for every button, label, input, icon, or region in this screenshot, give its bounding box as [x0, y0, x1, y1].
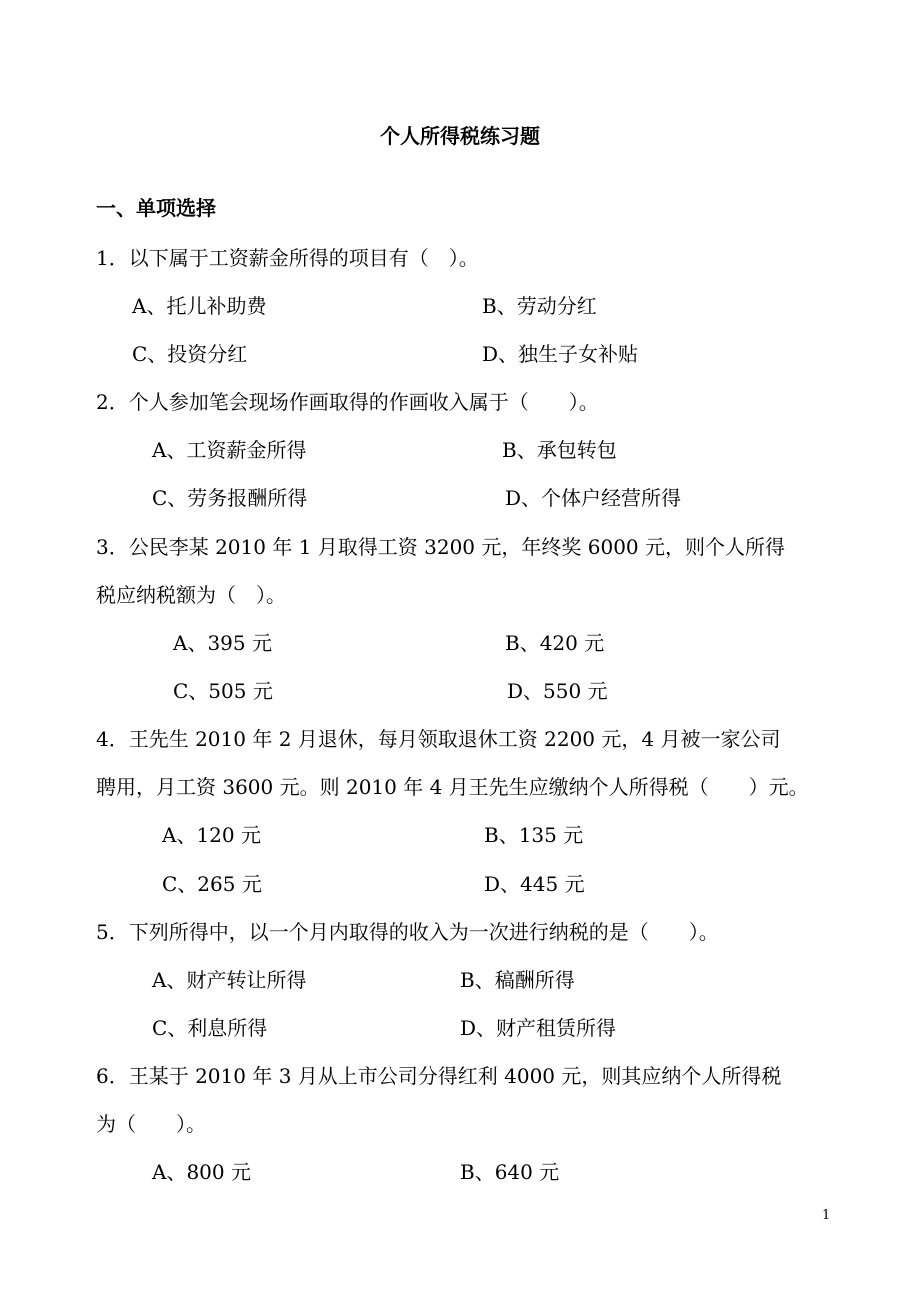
question-2-option-a: A、工资薪金所得	[152, 438, 307, 462]
question-5-option-a: A、财产转让所得	[152, 968, 307, 992]
question-2-option-c: C、劳务报酬所得	[152, 486, 308, 510]
question-6-option-a: A、800 元	[152, 1160, 251, 1184]
question-1-option-a: A、托儿补助费	[132, 294, 267, 318]
document-title: 个人所得税练习题	[380, 124, 540, 148]
question-6-text-line-1: 6．王某于 2010 年 3 月从上市公司分得红利 4000 元，则其应纳个人所得税	[96, 1064, 782, 1088]
question-1-text: 1．以下属于工资薪金所得的项目有（ ）。	[96, 246, 479, 270]
question-3-text-line-1: 3．公民李某 2010 年 1 月取得工资 3200 元，年终奖 6000 元，则个人所得	[96, 535, 786, 559]
question-2-option-d: D、个体户经营所得	[505, 486, 682, 510]
question-5-option-b: B、稿酬所得	[460, 968, 575, 992]
question-3-option-c: C、505 元	[173, 679, 273, 703]
question-5-option-d: D、财产租赁所得	[460, 1016, 617, 1040]
question-1-option-c: C、投资分红	[132, 342, 248, 366]
question-4-option-a: A、120 元	[162, 823, 261, 847]
question-3-text-line-2: 税应纳税额为（ ）。	[96, 583, 286, 607]
question-3-option-d: D、550 元	[507, 679, 608, 703]
page-number: 1	[822, 1208, 831, 1223]
question-2-option-b: B、承包转包	[502, 438, 617, 462]
question-5-text: 5．下列所得中，以一个月内取得的收入为一次进行纳税的是（ ）。	[96, 920, 719, 944]
question-3-option-b: B、420 元	[505, 631, 605, 655]
question-4-text-line-2: 聘用，月工资 3600 元。则 2010 年 4 月王先生应缴纳个人所得税（ ）元。	[96, 775, 809, 799]
question-6-option-b: B、640 元	[460, 1160, 560, 1184]
question-3-option-a: A、395 元	[173, 631, 272, 655]
question-4-option-d: D、445 元	[484, 872, 585, 896]
question-4-text-line-1: 4．王先生 2010 年 2 月退休，每月领取退休工资 2200 元，4 月被一家公司	[96, 727, 781, 751]
question-4-option-b: B、135 元	[484, 823, 584, 847]
question-2-text: 2．个人参加笔会现场作画取得的作画收入属于（ ）。	[96, 390, 599, 414]
section-heading: 一、单项选择	[96, 196, 216, 220]
question-6-text-line-2: 为（ ）。	[96, 1112, 206, 1136]
question-4-option-c: C、265 元	[162, 872, 262, 896]
question-1-option-b: B、劳动分红	[482, 294, 597, 318]
question-1-option-d: D、独生子女补贴	[482, 342, 639, 366]
question-5-option-c: C、利息所得	[152, 1016, 268, 1040]
